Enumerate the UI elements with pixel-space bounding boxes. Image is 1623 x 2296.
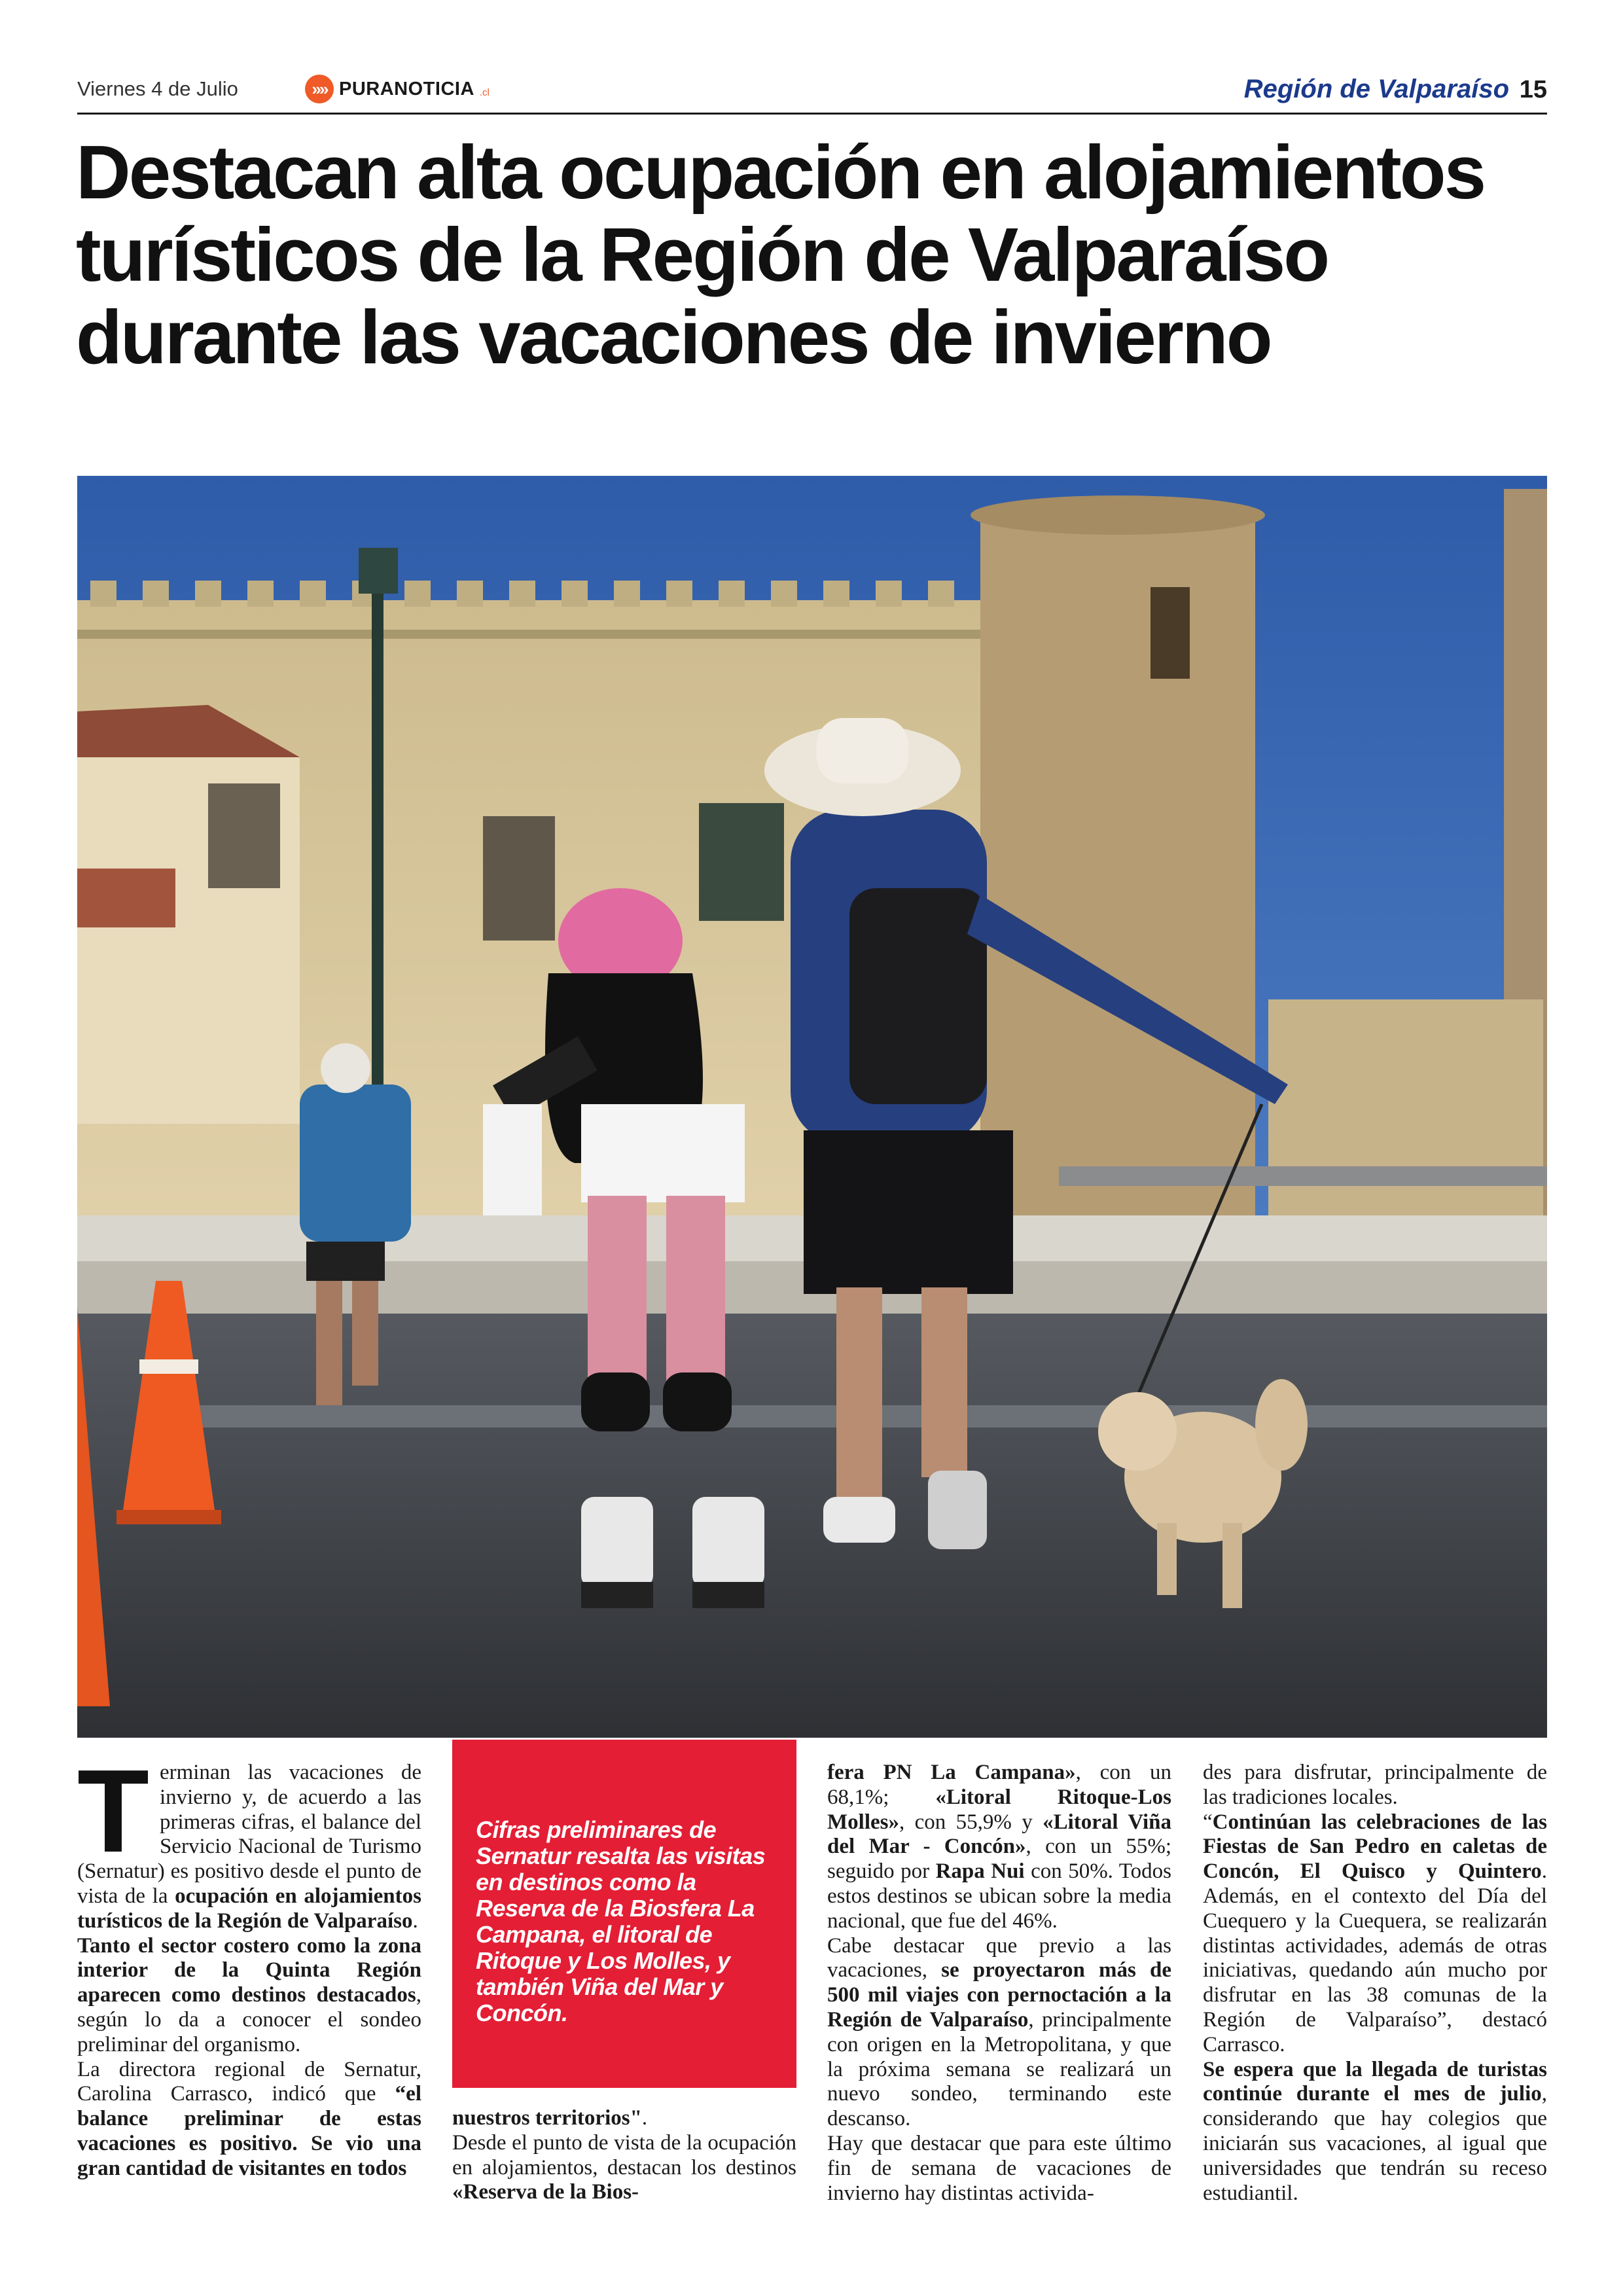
text-run: . (641, 2106, 648, 2130)
headline: Destacan alta ocupación en alojamientos turísticos de la Región de Valparaíso durante las vacaciones de invierno (76, 130, 1485, 380)
text-run: . Además, en el contexto del Día del Cuequero y la Cuequera, se realizarán distintas actividades, además de otras iniciativas, quedando aún mucho por disfrutar en las 38 comunas de la Región de Valparaíso”, destacó Carrasco. (1203, 1859, 1547, 2056)
bold-text-run: fera PN La Campana» (827, 1761, 1076, 1784)
article-column-3 (827, 1761, 1171, 2206)
text-run: La directora regional de Sernatur, Carolina Carrasco, indicó que (77, 2057, 421, 2106)
column-2-text (452, 2106, 796, 2205)
text-run: , con un 55%; seguido por (827, 1835, 1172, 1884)
logo-tld: .cl (479, 87, 490, 98)
bold-text-run: ocupación en alojamientos turísticos de la Región de Valparaíso (77, 1884, 421, 1933)
logo-text: PURANOTICIA (339, 78, 474, 99)
text-run: , considerando que hay colegios que iniciarán sus vacaciones, al igual que universidades que tendrán su receso estudiantil. (1203, 2082, 1547, 2205)
text-run: erminan las vacaciones de invierno y, de acuerdo a las primeras cifras, el balance del Servicio Nacional de Turismo (Sernatur) es positivo desde el punto de vista de la (77, 1761, 421, 1908)
article-photo (77, 476, 1547, 1738)
text-run: , principalmente con origen en la Metropolitana, y que la próxima semana se realizará un nuevo sondeo, terminando este descanso. (827, 2007, 1171, 2131)
callout-text: Cifras preliminares de Sernatur resalta las visitas en destinos como la Reserva de la Biosfera La Campana, el litoral de Ritoque y Los Molles, y también Viña del Mar y Concón. (476, 1816, 766, 2026)
callout-box (452, 1740, 796, 2088)
text-run: des para disfrutar, principalmente de las tradiciones locales. (1203, 1761, 1547, 1809)
text-run: Cabe destacar que previo a las vacaciones, (827, 1933, 1171, 1982)
text-run: . (412, 1909, 418, 1933)
bold-text-run: “el balance preliminar de estas vacaciones es positivo. Se vio una gran cantidad de visitantes en todos (77, 2082, 421, 2180)
bold-text-run: «Litoral Ritoque-Los Molles» (827, 1785, 1171, 1834)
bold-text-run: Continúan las celebraciones de las Fiestas de San Pedro en caletas de Concón, El Quisco y Quintero (1203, 1810, 1547, 1884)
logo-chevrons-icon: »» (305, 75, 334, 103)
bold-text-run: Tanto el sector costero como la zona interior de la Quinta Región aparecen como destinos destacados (77, 1933, 421, 2007)
page-number: 15 (1519, 76, 1547, 103)
issue-date: Viernes 4 de Julio (77, 77, 238, 100)
section-name: Región de Valparaíso (1243, 75, 1509, 103)
drop-cap: T (77, 1746, 149, 1877)
article-column-1 (77, 1746, 421, 2181)
bold-text-run: «Litoral Viña del Mar - Concón» (827, 1810, 1171, 1859)
bold-text-run: se proyectaron más de 500 mil viajes con pernoctación a la Región de Valparaíso (827, 1958, 1171, 2032)
article-column-2 (452, 2106, 796, 2205)
bold-text-run: Se espera que la llegada de turistas continúe durante el mes de julio (1203, 2057, 1547, 2106)
text-run: Desde el punto de vista de la ocupación en alojamientos, destacan los destinos (452, 2130, 796, 2179)
header-rule (77, 113, 1547, 115)
column-3-text (827, 1761, 1171, 2206)
text-run: con 50%. Todos estos destinos se ubican sobre la media nacional, que fue del 46%. (827, 1859, 1171, 1933)
text-run: , con 55,9% y (899, 1810, 1043, 1834)
text-run: , según lo da a conocer el sondeo preliminar del organismo. (77, 1983, 421, 2056)
text-run: , con un 68,1%; (827, 1761, 1172, 1809)
column-4-text (1203, 1761, 1547, 2206)
article-column-4 (1203, 1761, 1547, 2206)
bold-text-run: «Reserva de la Bios- (452, 2180, 639, 2204)
bold-text-run: Rapa Nui (935, 1859, 1025, 1884)
puranoticia-logo (305, 73, 490, 105)
bold-text-run: nuestros territorios" (452, 2106, 642, 2130)
text-run: “ (1203, 1810, 1213, 1834)
text-run: Hay que destacar que para este último fin de semana de vacaciones de invierno hay distintas activida- (827, 2131, 1171, 2205)
